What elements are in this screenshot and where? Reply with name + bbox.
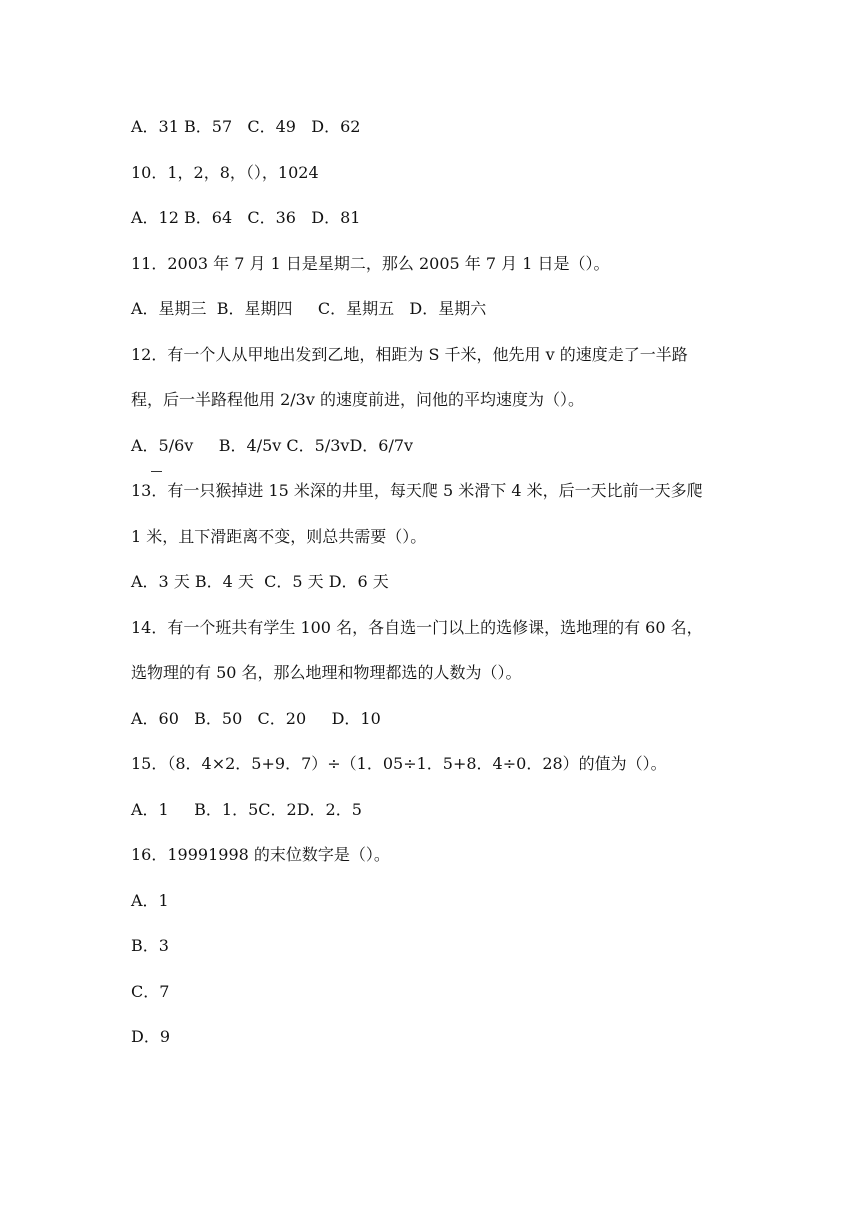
question-15-text: 15．（8．4×2．5+9．7）÷（1．05÷1．5+8．4÷0．28）的值为（）。 bbox=[131, 754, 667, 773]
question-12-options: A．5/6v B．4/5v C．5/3vD．6/7v bbox=[131, 436, 414, 455]
stray-underline-mark bbox=[151, 471, 162, 472]
question-14-options: A．60 B．50 C．20 D．10 bbox=[131, 709, 381, 728]
question-16-text: 16．19991998 的末位数字是（）。 bbox=[131, 845, 390, 864]
question-16-option-c: C．7 bbox=[131, 982, 170, 1001]
question-13-options: A．3 天 B．4 天 C．5 天 D．6 天 bbox=[131, 572, 389, 591]
question-16-option-b: B．3 bbox=[131, 936, 169, 955]
question-12-text-line1: 12．有一个人从甲地出发到乙地，相距为 S 千米，他先用 v 的速度走了一半路 bbox=[131, 345, 688, 364]
question-16-option-d: D．9 bbox=[131, 1027, 171, 1046]
question-11-text: 11．2003 年 7 月 1 日是星期二，那么 2005 年 7 月 1 日是（）。 bbox=[131, 254, 610, 273]
question-15-options: A．1 B．1．5C．2D．2．5 bbox=[131, 800, 362, 819]
question-10-text: 10．1，2，8，（），1024 bbox=[131, 163, 319, 182]
question-14-text-line2: 选物理的有 50 名，那么地理和物理都选的人数为（）。 bbox=[131, 663, 522, 682]
question-11-options: A．星期三 B．星期四 C．星期五 D．星期六 bbox=[131, 299, 487, 318]
question-14-text-line1: 14．有一个班共有学生 100 名，各自选一门以上的选修课，选地理的有 60 名， bbox=[131, 618, 703, 637]
question-10-options: A．12 B．64 C．36 D．81 bbox=[131, 208, 361, 227]
question-13-text-line2: 1 米，且下滑距离不变，则总共需要（）。 bbox=[131, 527, 427, 546]
question-9-options: A．31 B．57 C．49 D．62 bbox=[131, 117, 361, 136]
question-16-option-a: A．1 bbox=[131, 891, 169, 910]
question-13-text-line1: 13．有一只猴掉进 15 米深的井里，每天爬 5 米滑下 4 米，后一天比前一天多爬 bbox=[131, 481, 703, 500]
question-12-text-line2: 程，后一半路程他用 2/3v 的速度前进，问他的平均速度为（）。 bbox=[131, 390, 584, 409]
